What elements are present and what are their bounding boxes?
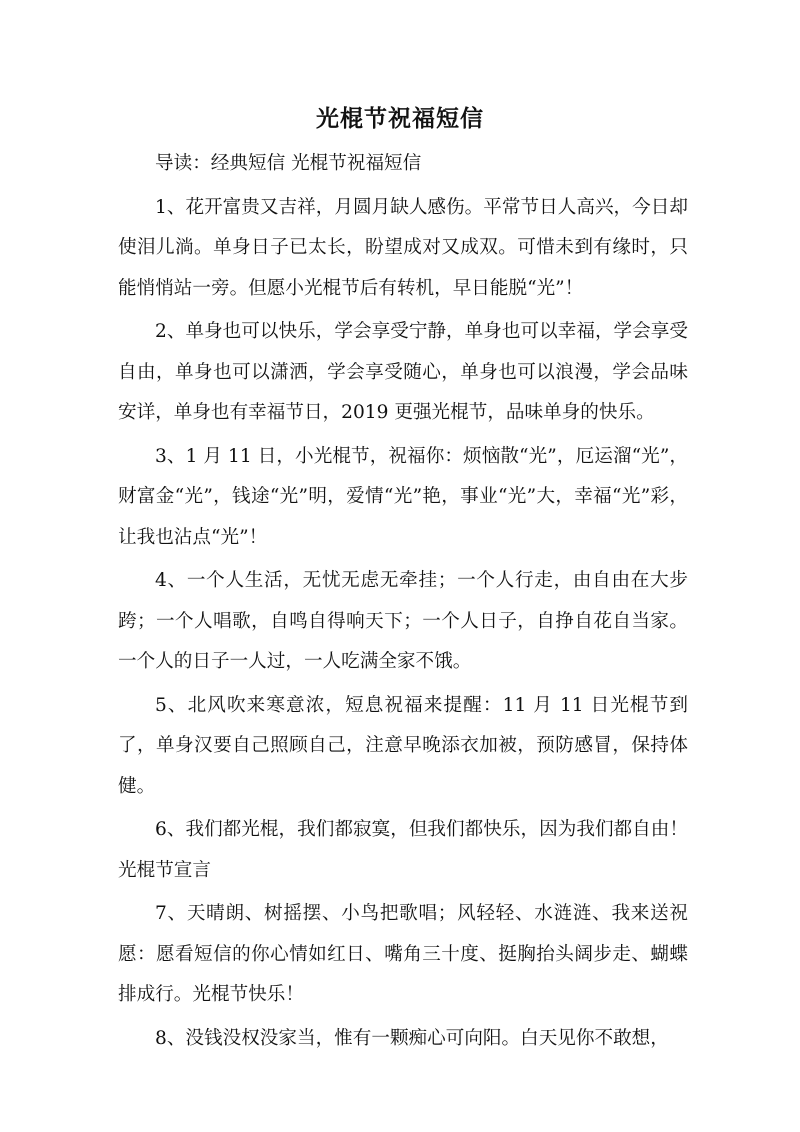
message-paragraph-7: 7、天晴朗、树摇摆、小鸟把歌唱；风轻轻、水涟涟、我来送祝愿：愿看短信的你心情如红日、嘴角三十度、挺胸抬头阔步走、蝴蝶排成行。光棍节快乐！	[118, 903, 688, 1005]
message-paragraph-4: 4、一个人生活，无忧无虑无牵挂；一个人行走，由自由在大步跨；一个人唱歌，自鸣自得响天下；一个人日子，自挣自花自当家。一个人的日子一人过，一人吃满全家不饿。	[118, 570, 688, 672]
message-paragraph-2: 2、单身也可以快乐，学会享受宁静，单身也可以幸福，学会享受自由，单身也可以潇洒，学会享受随心，单身也可以浪漫，学会品味安详，单身也有幸福节日，2019 更强光棍节，品味单身的快乐。	[118, 321, 688, 423]
message-paragraph-1: 1、花开富贵又吉祥，月圆月缺人感伤。平常节日人高兴，今日却使泪儿淌。单身日子已太长，盼望成对又成双。可惜未到有缘时，只能悄悄站一旁。但愿小光棍节后有转机，早日能脱“光”！	[118, 196, 688, 299]
message-paragraph-3: 3、1 月 11 日，小光棍节，祝福你：烦恼散“光”，厄运溜“光”，财富金“光”，钱途“光”明，爱情“光”艳，事业“光”大，幸福“光”彩，让我也沾点“光”！	[118, 445, 688, 548]
message-paragraph-8: 8、没钱没权没家当，惟有一颗痴心可向阳。白天见你不敢想，	[155, 1027, 669, 1049]
message-paragraph-6: 6、我们都光棍，我们都寂寞，但我们都快乐，因为我们都自由！光棍节宣言	[118, 819, 688, 881]
document-title: 光棍节祝福短信	[316, 105, 484, 132]
document-body	[118, 144, 688, 1062]
lead-paragraph: 导读：经典短信 光棍节祝福短信	[155, 153, 422, 174]
message-paragraph-5: 5、北风吹来寒意浓，短息祝福来提醒：11 月 11 日光棍节到了，单身汉要自己照顾自己，注意早晚添衣加被，预防感冒，保持体健。	[118, 694, 688, 797]
